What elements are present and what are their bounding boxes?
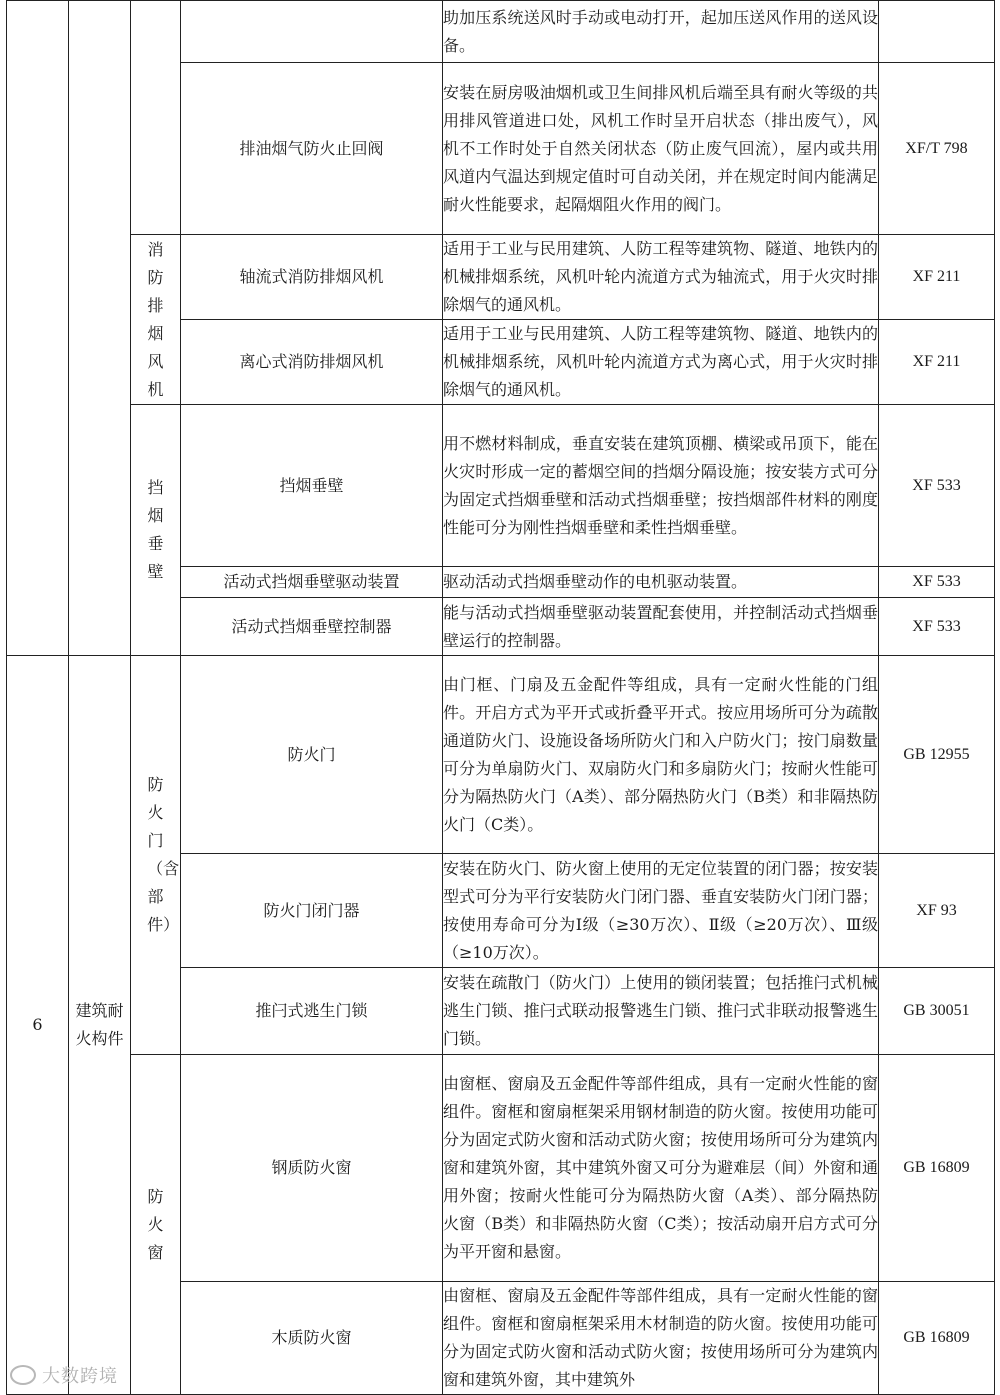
table-row [7, 405, 995, 567]
category-number: 6 [7, 656, 69, 1395]
description-cell: 由门框、门扇及五金配件等组成，具有一定耐火性能的门组件。开启方式为平开式或折叠平开式。按应用场所可分为疏散通道防火门、设施设备场所防火门和入户防火门；按门扇数量可分为单扇防火门、双扇防火门和多扇防火门；按耐火性能可分为隔热防火门（A类）、部分隔热防火门（B类）和非隔热防火门（C类）。 [443, 656, 879, 854]
category-cell-blank [69, 1, 131, 656]
group-label-fan: 消防排烟风机 [131, 235, 181, 405]
standards-table [6, 0, 995, 1395]
standard-cell: XF 533 [879, 567, 995, 598]
table-row [7, 1, 995, 63]
table-row [7, 656, 995, 854]
product-name-cell: 排油烟气防火止回阀 [181, 63, 443, 235]
standard-cell: GB 12955 [879, 656, 995, 854]
table-row [7, 235, 995, 320]
description-cell: 用不燃材料制成，垂直安装在建筑顶棚、横梁或吊顶下，能在火灾时形成一定的蓄烟空间的挡烟分隔设施；按安装方式可分为固定式挡烟垂壁和活动式挡烟垂壁；按挡烟部件材料的刚度性能可分为刚性挡烟垂壁和柔性挡烟垂壁。 [443, 405, 879, 567]
group-label-curtain: 挡烟垂壁 [131, 405, 181, 656]
watermark-text: 大数跨境 [42, 1366, 118, 1387]
product-name-cell: 推闩式逃生门锁 [181, 968, 443, 1055]
standard-cell: XF 93 [879, 854, 995, 968]
description-cell: 能与活动式挡烟垂壁驱动装置配套使用，并控制活动式挡烟垂壁运行的控制器。 [443, 598, 879, 656]
description-cell: 安装在疏散门（防火门）上使用的锁闭装置；包括推闩式机械逃生门锁、推闩式联动报警逃生门锁、推闩式非联动报警逃生门锁。 [443, 968, 879, 1055]
product-name-cell: 活动式挡烟垂壁控制器 [181, 598, 443, 656]
watermark [10, 1362, 118, 1388]
standard-cell: GB 16809 [879, 1055, 995, 1282]
standard-cell: XF 211 [879, 235, 995, 320]
group-cell-blank [131, 1, 181, 235]
product-name-cell: 离心式消防排烟风机 [181, 320, 443, 405]
number-cell-blank [7, 1, 69, 656]
product-name-cell: 木质防火窗 [181, 1282, 443, 1395]
product-name-cell: 防火门闭门器 [181, 854, 443, 968]
description-cell: 适用于工业与民用建筑、人防工程等建筑物、隧道、地铁内的机械排烟系统，风机叶轮内流道方式为离心式，用于火灾时排除烟气的通风机。 [443, 320, 879, 405]
standard-cell: XF/T 798 [879, 63, 995, 235]
description-cell: 由窗框、窗扇及五金配件等部件组成，具有一定耐火性能的窗组件。窗框和窗扇框架采用钢材制造的防火窗。按使用功能可分为固定式防火窗和活动式防火窗；按使用场所可分为建筑内窗和建筑外窗，其中建筑外窗又可分为避难层（间）外窗和通用外窗；按耐火性能可分为隔热防火窗（A类）、部分隔热防火窗（B类）和非隔热防火窗（C类）；按活动扇开启方式可分为平开窗和悬窗。 [443, 1055, 879, 1282]
standard-cell: GB 16809 [879, 1282, 995, 1395]
standard-cell [879, 1, 995, 63]
product-name-cell: 防火门 [181, 656, 443, 854]
description-cell: 安装在防火门、防火窗上使用的无定位装置的闭门器；按安装型式可分为平行安装防火门闭门器、垂直安装防火门闭门器；按使用寿命可分为Ⅰ级（≥30万次）、Ⅱ级（≥20万次）、Ⅲ级（≥10万次）。 [443, 854, 879, 968]
description-cell: 适用于工业与民用建筑、人防工程等建筑物、隧道、地铁内的机械排烟系统，风机叶轮内流道方式为轴流式，用于火灾时排除烟气的通风机。 [443, 235, 879, 320]
category-name: 建筑耐火构件 [69, 656, 131, 1395]
standard-cell: XF 211 [879, 320, 995, 405]
description-cell: 安装在厨房吸油烟机或卫生间排风机后端至具有耐火等级的共用排风管道进口处，风机工作时呈开启状态（排出废气），风机不工作时处于自然关闭状态（防止废气回流），屋内或共用风道内气温达到规定值时可自动关闭，并在规定时间内能满足耐火性能要求，起隔烟阻火作用的阀门。 [443, 63, 879, 235]
group-label-window: 防火窗 [131, 1055, 181, 1395]
standard-cell: XF 533 [879, 598, 995, 656]
product-name-cell: 轴流式消防排烟风机 [181, 235, 443, 320]
product-name-cell [181, 1, 443, 63]
product-name-cell: 挡烟垂壁 [181, 405, 443, 567]
standard-cell: XF 533 [879, 405, 995, 567]
weibo-logo-icon [10, 1365, 36, 1385]
description-cell: 由窗框、窗扇及五金配件等部件组成，具有一定耐火性能的窗组件。窗框和窗扇框架采用木材制造的防火窗。按使用功能可分为固定式防火窗和活动式防火窗；按使用场所可分为建筑内窗和建筑外窗，其中建筑外 [443, 1282, 879, 1395]
product-name-cell: 钢质防火窗 [181, 1055, 443, 1282]
group-label-door: 防火门（含部件） [131, 656, 181, 1055]
description-cell: 驱动活动式挡烟垂壁动作的电机驱动装置。 [443, 567, 879, 598]
table-row [7, 1055, 995, 1282]
product-name-cell: 活动式挡烟垂壁驱动装置 [181, 567, 443, 598]
standard-cell: GB 30051 [879, 968, 995, 1055]
description-cell: 助加压系统送风时手动或电动打开，起加压送风作用的送风设备。 [443, 1, 879, 63]
